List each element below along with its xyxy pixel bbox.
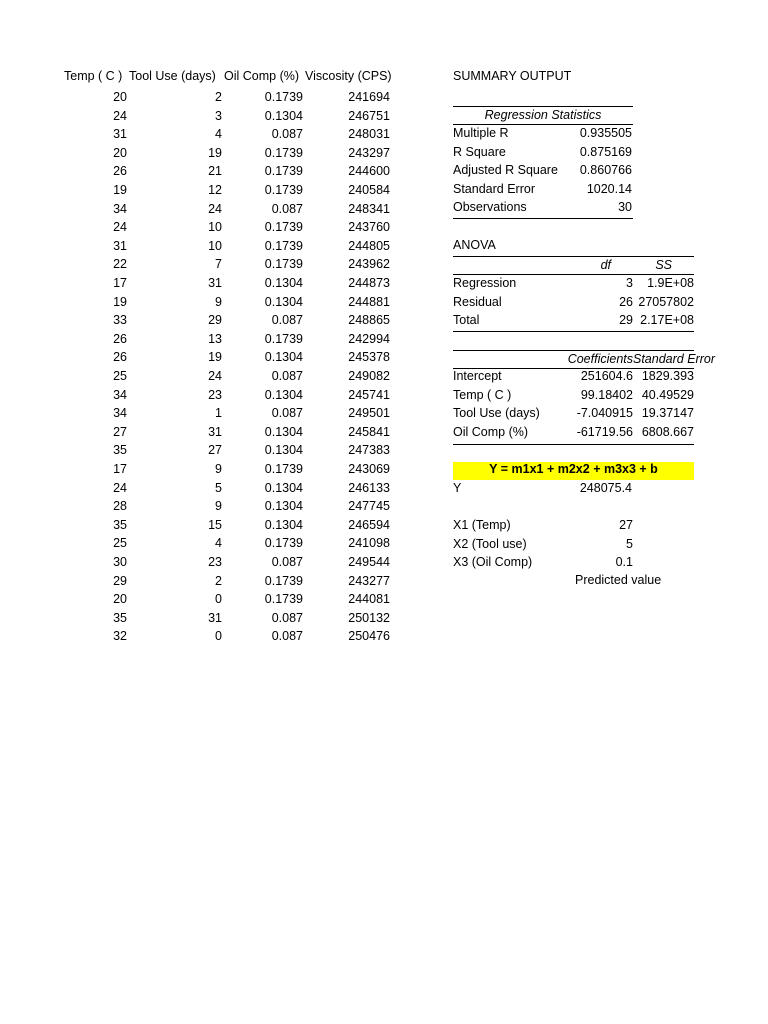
table-cell: 0.1739 [264, 90, 303, 104]
reg-stat-value: 0.935505 [579, 126, 632, 140]
table-cell: 17 [113, 462, 127, 476]
table-cell: 246751 [348, 108, 390, 123]
header-temp: Temp ( C ) [64, 69, 123, 83]
table-cell: 240584 [348, 183, 390, 197]
rule [453, 350, 694, 351]
table-cell: 20 [113, 90, 127, 104]
table-cell: 249544 [348, 555, 390, 569]
rule [453, 256, 694, 257]
table-cell: 0.1739 [264, 592, 303, 607]
table-row [0, 462, 400, 480]
table-cell: 34 [113, 201, 127, 216]
input-value[interactable]: 5 [626, 536, 633, 551]
table-cell: 248341 [348, 201, 390, 216]
table-cell: 24 [113, 108, 127, 123]
coef-se: 40.49529 [641, 387, 694, 402]
reg-stat-value: 1020.14 [586, 181, 632, 196]
table-cell: 0.087 [271, 369, 303, 383]
reg-stat-value: 30 [618, 200, 632, 215]
coef-header: Coefficients [567, 352, 633, 366]
coef-se: 6808.667 [641, 424, 694, 439]
rule [453, 331, 694, 332]
table-cell: 0 [215, 629, 222, 644]
table-cell: 0.1739 [264, 257, 303, 272]
table-cell: 31 [208, 424, 222, 439]
table-cell: 244873 [348, 276, 390, 290]
equation: Y = m1x1 + m2x2 + m3x3 + b [489, 462, 658, 476]
table-cell: 0.1304 [264, 424, 303, 439]
table-row [0, 239, 400, 257]
reg-stat-label: R Square [453, 144, 506, 159]
table-cell: 19 [208, 145, 222, 160]
table-cell: 243297 [348, 145, 390, 160]
table-cell: 243277 [348, 573, 390, 588]
table-cell: 26 [113, 164, 127, 179]
coef-label: Tool Use (days) [453, 406, 540, 421]
table-row [0, 518, 400, 536]
table-cell: 20 [113, 145, 127, 160]
table-cell: 0.1304 [264, 517, 303, 532]
coef-se: 1829.393 [641, 369, 694, 383]
table-row [0, 313, 400, 331]
anova-df: 29 [619, 313, 633, 328]
coef-value: -61719.56 [576, 424, 633, 439]
table-row [0, 109, 400, 127]
rule [453, 124, 633, 125]
table-cell: 0.1739 [264, 462, 303, 476]
table-row [0, 369, 400, 387]
table-cell: 248031 [348, 127, 390, 142]
reg-stat-value: 0.860766 [579, 163, 632, 178]
table-cell: 248865 [348, 313, 390, 328]
table-row [0, 220, 400, 238]
table-cell: 243760 [348, 220, 390, 235]
table-cell: 0.1739 [264, 238, 303, 253]
table-cell: 35 [113, 443, 127, 458]
anova-label: Regression [453, 276, 517, 290]
table-cell: 21 [208, 164, 222, 179]
table-cell: 9 [215, 462, 222, 476]
table-cell: 0.1739 [264, 331, 303, 346]
table-cell: 15 [208, 517, 222, 532]
coef-value: 251604.6 [580, 369, 633, 383]
anova-ss: 1.9E+08 [647, 276, 694, 290]
rule [453, 444, 694, 445]
table-cell: 20 [113, 592, 127, 607]
table-row [0, 350, 400, 368]
table-cell: 245741 [348, 387, 390, 402]
table-row [0, 90, 400, 108]
header-oil-comp: Oil Comp (%) [224, 69, 300, 83]
table-cell: 246133 [348, 480, 390, 495]
table-cell: 7 [215, 257, 222, 272]
reg-stat-value: 0.875169 [579, 144, 632, 159]
anova-title: ANOVA [453, 238, 496, 252]
table-cell: 242994 [348, 331, 390, 346]
y-value: 248075.4 [579, 481, 632, 495]
rule [453, 218, 633, 219]
table-cell: 244881 [348, 294, 390, 309]
table-cell: 24 [113, 480, 127, 495]
table-row [0, 574, 400, 592]
table-cell: 245378 [348, 350, 390, 365]
input-label: X2 (Tool use) [453, 536, 527, 551]
table-cell: 19 [208, 350, 222, 365]
table-cell: 19 [113, 183, 127, 197]
table-cell: 27 [208, 443, 222, 458]
table-cell: 31 [208, 610, 222, 625]
table-cell: 13 [208, 331, 222, 346]
table-cell: 0.087 [271, 127, 303, 142]
table-cell: 12 [208, 183, 222, 197]
table-row [0, 295, 400, 313]
table-cell: 10 [208, 238, 222, 253]
table-cell: 3 [215, 108, 222, 123]
table-cell: 250132 [348, 610, 390, 625]
table-row [0, 257, 400, 275]
table-cell: 249082 [348, 369, 390, 383]
table-cell: 24 [208, 201, 222, 216]
reg-stat-label: Adjusted R Square [453, 163, 558, 178]
table-cell: 0.1304 [264, 480, 303, 495]
table-row [0, 425, 400, 443]
table-cell: 9 [215, 294, 222, 309]
table-row [0, 592, 400, 610]
table-cell: 22 [113, 257, 127, 272]
table-cell: 28 [113, 499, 127, 514]
table-cell: 31 [113, 238, 127, 253]
table-cell: 31 [208, 276, 222, 290]
table-cell: 29 [208, 313, 222, 328]
table-cell: 25 [113, 369, 127, 383]
anova-ss: 2.17E+08 [640, 313, 694, 328]
table-cell: 4 [215, 536, 222, 551]
table-cell: 29 [113, 573, 127, 588]
coef-se: 19.37147 [641, 406, 694, 421]
reg-stat-label: Standard Error [453, 181, 535, 196]
header-viscosity: Viscosity (CPS) [305, 69, 392, 83]
table-cell: 24 [113, 220, 127, 235]
table-cell: 0.1739 [264, 183, 303, 197]
summary-title: SUMMARY OUTPUT [453, 69, 572, 83]
table-row [0, 611, 400, 629]
table-row [0, 202, 400, 220]
table-row [0, 443, 400, 461]
table-cell: 0.1304 [264, 294, 303, 309]
table-cell: 19 [113, 294, 127, 309]
table-cell: 34 [113, 387, 127, 402]
table-row [0, 555, 400, 573]
table-cell: 243069 [348, 462, 390, 476]
table-cell: 26 [113, 350, 127, 365]
table-cell: 243962 [348, 257, 390, 272]
input-value[interactable]: 0.1 [615, 555, 633, 570]
se-header: Standard Error [633, 352, 715, 366]
table-row [0, 388, 400, 406]
table-cell: 247745 [348, 499, 390, 514]
table-cell: 0 [215, 592, 222, 607]
table-cell: 0.087 [271, 313, 303, 328]
table-cell: 2 [215, 573, 222, 588]
anova-df: 3 [626, 276, 633, 290]
table-cell: 0.087 [271, 555, 303, 569]
table-cell: 0.1739 [264, 573, 303, 588]
table-cell: 247383 [348, 443, 390, 458]
table-cell: 0.087 [271, 406, 303, 421]
table-cell: 30 [113, 555, 127, 569]
input-label: X1 (Temp) [453, 518, 511, 532]
coef-label: Oil Comp (%) [453, 424, 529, 439]
table-cell: 26 [113, 331, 127, 346]
input-label: X3 (Oil Comp) [453, 555, 533, 570]
table-row [0, 127, 400, 145]
top-rule [453, 106, 633, 107]
table-cell: 246594 [348, 517, 390, 532]
table-cell: 25 [113, 536, 127, 551]
anova-ss-header: SS [655, 258, 672, 272]
input-value[interactable]: 27 [619, 518, 633, 532]
table-cell: 31 [113, 127, 127, 142]
reg-stat-label: Multiple R [453, 126, 509, 140]
table-cell: 244081 [348, 592, 390, 607]
table-row [0, 164, 400, 182]
table-cell: 2 [215, 90, 222, 104]
table-cell: 0.1739 [264, 164, 303, 179]
table-row [0, 406, 400, 424]
predicted-label: Predicted value [575, 573, 662, 587]
table-cell: 35 [113, 610, 127, 625]
table-cell: 0.1304 [264, 276, 303, 290]
table-cell: 32 [113, 629, 127, 644]
table-cell: 10 [208, 220, 222, 235]
table-cell: 241694 [348, 90, 390, 104]
anova-df: 26 [619, 294, 633, 309]
reg-stats-title: Regression Statistics [484, 108, 602, 122]
table-cell: 0.1304 [264, 108, 303, 123]
table-cell: 27 [113, 424, 127, 439]
table-cell: 0.087 [271, 629, 303, 644]
coef-label: Intercept [453, 369, 502, 383]
coef-value: -7.040915 [576, 406, 633, 421]
table-cell: 17 [113, 276, 127, 290]
y-label: Y [453, 481, 462, 495]
anova-df-header: df [600, 258, 611, 272]
table-cell: 34 [113, 406, 127, 421]
table-row [0, 332, 400, 350]
table-cell: 249501 [348, 406, 390, 421]
anova-label: Residual [453, 294, 502, 309]
anova-label: Total [453, 313, 480, 328]
table-row [0, 481, 400, 499]
table-cell: 24 [208, 369, 222, 383]
table-cell: 0.1304 [264, 350, 303, 365]
reg-stat-label: Observations [453, 200, 527, 215]
table-row [0, 629, 400, 647]
table-cell: 23 [208, 555, 222, 569]
table-row [0, 146, 400, 164]
table-cell: 0.1304 [264, 443, 303, 458]
table-cell: 0.087 [271, 201, 303, 216]
table-cell: 245841 [348, 424, 390, 439]
table-row [0, 276, 400, 294]
header-tool-use: Tool Use (days) [129, 69, 216, 83]
table-cell: 5 [215, 480, 222, 495]
table-cell: 250476 [348, 629, 390, 644]
table-row [0, 183, 400, 201]
table-cell: 1 [215, 406, 222, 421]
table-cell: 0.1739 [264, 536, 303, 551]
coef-label: Temp ( C ) [453, 387, 512, 402]
coef-value: 99.18402 [580, 387, 633, 402]
table-cell: 0.1304 [264, 387, 303, 402]
table-row [0, 499, 400, 517]
rule [453, 274, 694, 275]
table-cell: 0.1304 [264, 499, 303, 514]
table-cell: 244805 [348, 238, 390, 253]
table-cell: 0.087 [271, 610, 303, 625]
table-cell: 4 [215, 127, 222, 142]
table-cell: 241098 [348, 536, 390, 551]
table-cell: 244600 [348, 164, 390, 179]
table-cell: 0.1739 [264, 220, 303, 235]
table-cell: 35 [113, 517, 127, 532]
table-cell: 33 [113, 313, 127, 328]
anova-ss: 27057802 [638, 294, 694, 309]
table-cell: 0.1739 [264, 145, 303, 160]
table-cell: 23 [208, 387, 222, 402]
table-row [0, 536, 400, 554]
table-cell: 9 [215, 499, 222, 514]
